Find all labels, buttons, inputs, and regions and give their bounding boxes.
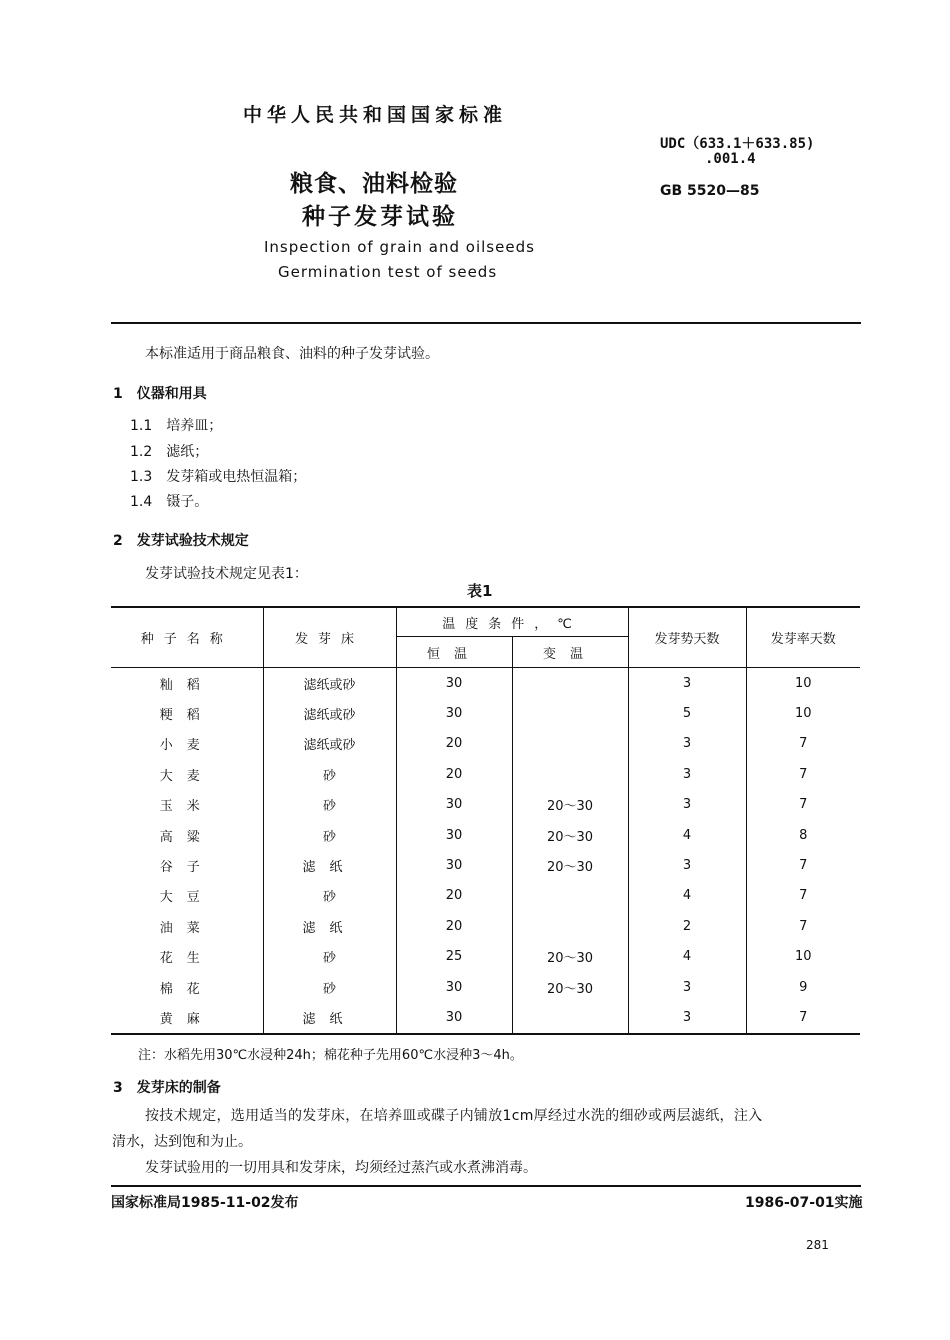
cell-seed-name: 籼稻 — [111, 668, 263, 699]
cell-rate-days: 7 — [746, 911, 860, 941]
header-seed-name: 种子名称 — [111, 607, 263, 668]
cell-variable-temp: 20～30 — [512, 790, 628, 820]
table-title: 表1 — [467, 582, 493, 600]
header-variable-temp: 变温 — [512, 637, 628, 668]
cell-vigor-days: 3 — [628, 759, 746, 789]
cell-constant-temp: 30 — [396, 972, 512, 1002]
cell-variable-temp — [512, 668, 628, 699]
cell-rate-days: 7 — [746, 790, 860, 820]
cell-vigor-days: 2 — [628, 911, 746, 941]
cell-rate-days: 10 — [746, 668, 860, 699]
cell-constant-temp: 30 — [396, 820, 512, 850]
cell-seed-name: 油菜 — [111, 911, 263, 941]
cell-constant-temp: 30 — [396, 698, 512, 728]
cell-seed-name: 黄麻 — [111, 1002, 263, 1033]
table-row — [111, 759, 860, 789]
cell-variable-temp — [512, 881, 628, 911]
table-row — [111, 881, 860, 911]
cell-bed: 滤纸或砂 — [263, 698, 396, 728]
cell-seed-name: 小麦 — [111, 729, 263, 759]
cell-bed: 滤纸 — [263, 1002, 396, 1033]
cell-vigor-days: 4 — [628, 881, 746, 911]
cell-rate-days: 7 — [746, 1002, 860, 1033]
section3-paragraph2: 发芽试验用的一切用具和发芽床，均须经过蒸汽或水煮沸消毒。 — [145, 1160, 537, 1176]
cell-vigor-days: 5 — [628, 698, 746, 728]
header-divider — [111, 322, 861, 324]
list-item: 1.1 培养皿； — [130, 418, 223, 434]
cell-constant-temp: 25 — [396, 942, 512, 972]
cell-constant-temp: 30 — [396, 1002, 512, 1033]
cell-variable-temp: 20～30 — [512, 972, 628, 1002]
table-row — [111, 911, 860, 941]
cell-constant-temp: 20 — [396, 729, 512, 759]
list-item: 1.4 镊子。 — [130, 494, 209, 510]
cell-vigor-days: 3 — [628, 1002, 746, 1033]
cell-rate-days: 8 — [746, 820, 860, 850]
table-row — [111, 790, 860, 820]
cell-constant-temp: 30 — [396, 790, 512, 820]
section3-paragraph1-continuation: 清水，达到饱和为止。 — [112, 1134, 252, 1150]
footer-divider — [111, 1185, 861, 1187]
cell-variable-temp: 20～30 — [512, 942, 628, 972]
document-title-line1: 粮食、油料检验 — [290, 171, 458, 197]
section3-heading: 3 发芽床的制备 — [113, 1080, 221, 1096]
cell-bed: 滤纸或砂 — [263, 668, 396, 699]
scope-paragraph: 本标准适用于商品粮食、油料的种子发芽试验。 — [145, 346, 439, 362]
table-row — [111, 1002, 860, 1033]
cell-variable-temp: 20～30 — [512, 820, 628, 850]
cell-vigor-days: 3 — [628, 729, 746, 759]
cell-vigor-days: 3 — [628, 790, 746, 820]
cell-bed: 砂 — [263, 942, 396, 972]
section3-paragraph1: 按技术规定，选用适当的发芽床，在培养皿或碟子内铺放1cm厚经过水洗的细砂或两层滤纸，注入 — [145, 1108, 763, 1124]
effective-date: 1986-07-01实施 — [745, 1195, 863, 1211]
cell-seed-name: 谷子 — [111, 850, 263, 880]
cell-seed-name: 大豆 — [111, 881, 263, 911]
table-note: 注：水稻先用30℃水浸种24h；棉花种子先用60℃水浸种3～4h。 — [138, 1048, 523, 1063]
section1-heading: 1 仪器和用具 — [113, 386, 207, 402]
document-title-line2: 种子发芽试验 — [302, 204, 458, 230]
cell-rate-days: 9 — [746, 972, 860, 1002]
cell-vigor-days: 4 — [628, 942, 746, 972]
cell-rate-days: 7 — [746, 759, 860, 789]
cell-seed-name: 花生 — [111, 942, 263, 972]
cell-constant-temp: 20 — [396, 881, 512, 911]
list-item: 1.3 发芽箱或电热恒温箱； — [130, 469, 307, 485]
cell-bed: 滤纸 — [263, 850, 396, 880]
germination-table — [111, 606, 860, 1035]
cell-bed: 砂 — [263, 820, 396, 850]
cell-bed: 滤纸 — [263, 911, 396, 941]
national-standard-heading: 中华人民共和国国家标准 — [243, 104, 508, 126]
cell-bed: 砂 — [263, 790, 396, 820]
cell-rate-days: 7 — [746, 850, 860, 880]
cell-rate-days: 10 — [746, 698, 860, 728]
cell-vigor-days: 4 — [628, 820, 746, 850]
cell-seed-name: 高粱 — [111, 820, 263, 850]
cell-constant-temp: 30 — [396, 668, 512, 699]
english-title-line1: Inspection of grain and oilseeds — [264, 238, 535, 256]
cell-rate-days: 10 — [746, 942, 860, 972]
cell-bed: 砂 — [263, 759, 396, 789]
udc-code: UDC（633.1＋633.85) — [660, 136, 815, 152]
section2-paragraph: 发芽试验技术规定见表1： — [145, 566, 308, 582]
cell-constant-temp: 20 — [396, 911, 512, 941]
page-number: 281 — [806, 1238, 829, 1252]
udc-code-continuation: .001.4 — [705, 151, 756, 167]
cell-vigor-days: 3 — [628, 972, 746, 1002]
gb-number: GB 5520—85 — [660, 183, 760, 199]
cell-vigor-days: 3 — [628, 850, 746, 880]
table-row — [111, 972, 860, 1002]
cell-variable-temp: 20～30 — [512, 850, 628, 880]
cell-rate-days: 7 — [746, 729, 860, 759]
issue-date: 国家标准局1985-11-02发布 — [111, 1195, 299, 1211]
cell-constant-temp: 30 — [396, 850, 512, 880]
cell-variable-temp — [512, 911, 628, 941]
english-title-line2: Germination test of seeds — [278, 263, 498, 281]
cell-bed: 滤纸或砂 — [263, 729, 396, 759]
header-bed: 发芽床 — [263, 607, 396, 668]
header-rate-days: 发芽率天数 — [746, 607, 860, 668]
cell-bed: 砂 — [263, 972, 396, 1002]
cell-seed-name: 粳稻 — [111, 698, 263, 728]
cell-seed-name: 玉米 — [111, 790, 263, 820]
table-row — [111, 850, 860, 880]
cell-variable-temp — [512, 759, 628, 789]
table-row — [111, 729, 860, 759]
cell-vigor-days: 3 — [628, 668, 746, 699]
header-vigor-days: 发芽势天数 — [628, 607, 746, 668]
cell-variable-temp — [512, 729, 628, 759]
cell-variable-temp — [512, 698, 628, 728]
header-constant-temp: 恒温 — [396, 637, 512, 668]
section2-heading: 2 发芽试验技术规定 — [113, 533, 249, 549]
cell-seed-name: 大麦 — [111, 759, 263, 789]
list-item: 1.2 滤纸； — [130, 444, 209, 460]
table-row — [111, 698, 860, 728]
cell-bed: 砂 — [263, 881, 396, 911]
cell-variable-temp — [512, 1002, 628, 1033]
table-row — [111, 942, 860, 972]
table-row — [111, 668, 860, 699]
table-row — [111, 820, 860, 850]
cell-rate-days: 7 — [746, 881, 860, 911]
cell-constant-temp: 20 — [396, 759, 512, 789]
cell-seed-name: 棉花 — [111, 972, 263, 1002]
header-temp-condition: 温度条件，℃ — [396, 607, 628, 637]
